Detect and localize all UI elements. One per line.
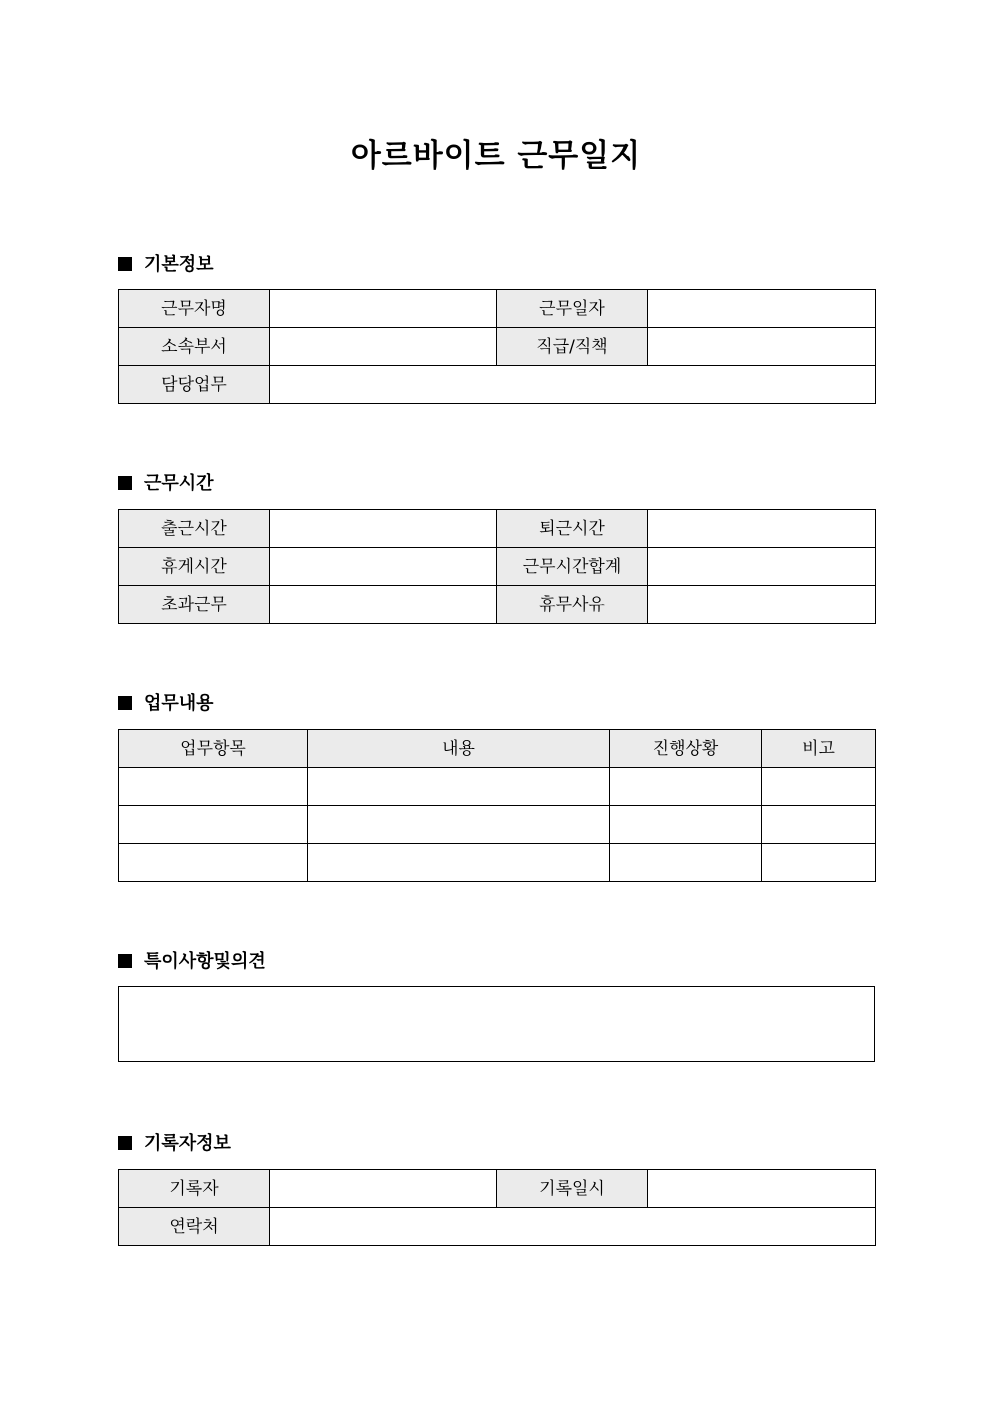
task-content-cell[interactable]: [308, 806, 610, 844]
recorder-table: [118, 1169, 876, 1246]
table-row: [119, 366, 876, 404]
recorder-field[interactable]: [270, 1170, 497, 1208]
remarks-heading: [118, 949, 266, 975]
task-progress-cell[interactable]: [610, 768, 762, 806]
square-bullet-icon: [118, 954, 132, 968]
recorder-heading: [118, 1131, 231, 1157]
document-title: 아르바이트 근무일지: [350, 138, 642, 174]
table-row: [119, 1208, 876, 1246]
basic-info-heading: [118, 252, 214, 278]
overtime-label: 초과근무: [119, 586, 270, 624]
department-field[interactable]: [270, 328, 497, 366]
table-row: [119, 328, 876, 366]
start-time-field[interactable]: [270, 510, 497, 548]
task-item-cell[interactable]: [119, 768, 308, 806]
worker-name-field[interactable]: [270, 290, 497, 328]
table-row: [119, 844, 876, 882]
position-field[interactable]: [648, 328, 876, 366]
task-item-cell[interactable]: [119, 844, 308, 882]
day-off-reason-label: 휴무사유: [497, 586, 648, 624]
task-content-cell[interactable]: [308, 844, 610, 882]
column-header-progress: 진행상황: [610, 730, 762, 768]
task-note-cell[interactable]: [762, 768, 876, 806]
column-header-note: 비고: [762, 730, 876, 768]
table-row: [119, 1170, 876, 1208]
column-header-content: 내용: [308, 730, 610, 768]
task-progress-cell[interactable]: [610, 844, 762, 882]
table-header-row: [119, 730, 876, 768]
task-note-cell[interactable]: [762, 844, 876, 882]
tasks-heading: [118, 691, 214, 717]
square-bullet-icon: [118, 476, 132, 490]
break-time-label: 휴게시간: [119, 548, 270, 586]
table-row: [119, 768, 876, 806]
recorder-heading-text: 기록자정보: [144, 1133, 231, 1154]
contact-field[interactable]: [270, 1208, 876, 1246]
remarks-field[interactable]: [118, 986, 875, 1062]
task-note-cell[interactable]: [762, 806, 876, 844]
record-time-field[interactable]: [648, 1170, 876, 1208]
tasks-heading-text: 업무내용: [144, 693, 214, 714]
square-bullet-icon: [118, 1136, 132, 1150]
work-hours-table: [118, 509, 876, 624]
basic-info-heading-text: 기본정보: [144, 254, 214, 275]
table-row: [119, 548, 876, 586]
remarks-heading-text: 특이사항및의견: [144, 951, 266, 972]
square-bullet-icon: [118, 696, 132, 710]
day-off-reason-field[interactable]: [648, 586, 876, 624]
task-content-cell[interactable]: [308, 768, 610, 806]
basic-info-table: [118, 289, 876, 404]
tasks-table: [118, 729, 876, 882]
position-label: 직급/직책: [497, 328, 648, 366]
total-hours-label: 근무시간합계: [497, 548, 648, 586]
overtime-field[interactable]: [270, 586, 497, 624]
work-date-label: 근무일자: [497, 290, 648, 328]
end-time-field[interactable]: [648, 510, 876, 548]
worker-name-label: 근무자명: [119, 290, 270, 328]
end-time-label: 퇴근시간: [497, 510, 648, 548]
table-row: [119, 510, 876, 548]
start-time-label: 출근시간: [119, 510, 270, 548]
duties-label: 담당업무: [119, 366, 270, 404]
duties-field[interactable]: [270, 366, 876, 404]
table-row: [119, 806, 876, 844]
task-item-cell[interactable]: [119, 806, 308, 844]
task-progress-cell[interactable]: [610, 806, 762, 844]
contact-label: 연락처: [119, 1208, 270, 1246]
department-label: 소속부서: [119, 328, 270, 366]
record-time-label: 기록일시: [497, 1170, 648, 1208]
table-row: [119, 290, 876, 328]
work-hours-heading-text: 근무시간: [144, 473, 214, 494]
column-header-task-item: 업무항목: [119, 730, 308, 768]
table-row: [119, 586, 876, 624]
total-hours-field[interactable]: [648, 548, 876, 586]
work-date-field[interactable]: [648, 290, 876, 328]
square-bullet-icon: [118, 257, 132, 271]
work-hours-heading: [118, 471, 214, 497]
recorder-label: 기록자: [119, 1170, 270, 1208]
break-time-field[interactable]: [270, 548, 497, 586]
